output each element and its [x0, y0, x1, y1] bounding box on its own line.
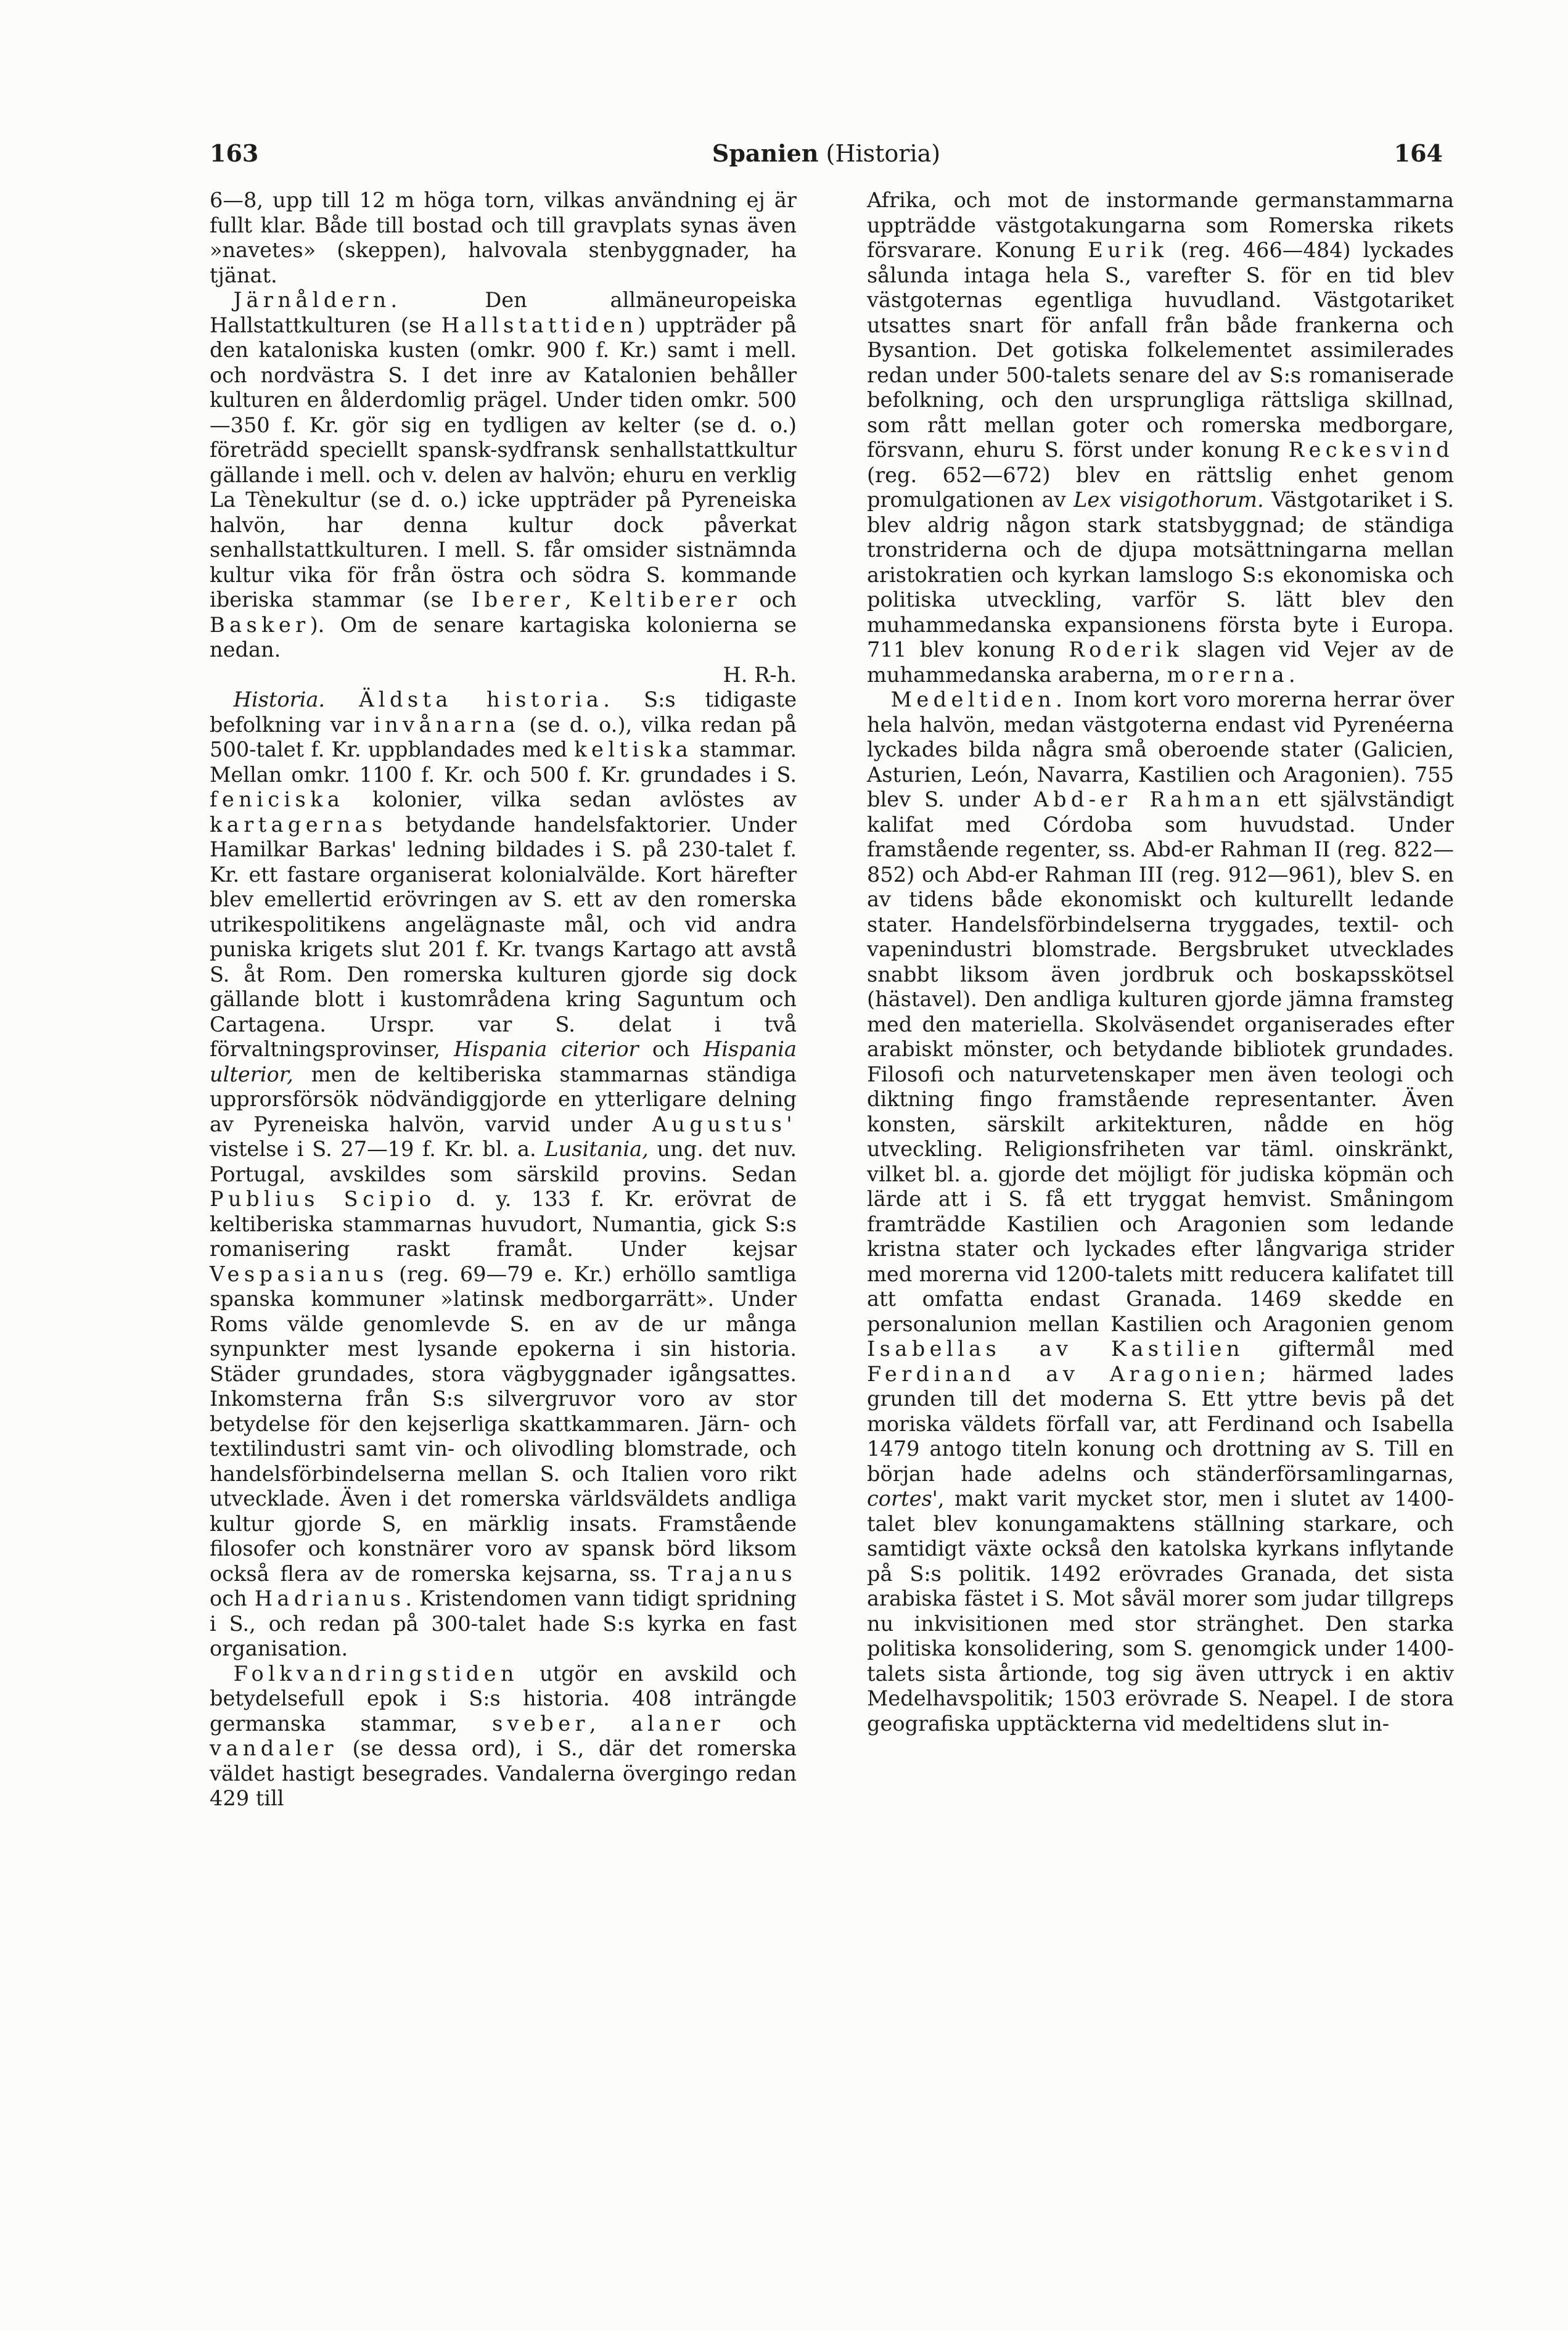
- cross-ref-reckesvind[interactable]: Reckesvind: [1288, 438, 1454, 462]
- cross-ref-sveber[interactable]: sveber: [492, 1711, 589, 1736]
- cross-ref-alaner[interactable]: alaner: [630, 1711, 725, 1736]
- cross-ref-abd-er-rahman[interactable]: Abd-er Rahman: [1033, 787, 1265, 811]
- cross-ref-eurik[interactable]: Eurik: [1088, 238, 1168, 262]
- cross-ref-iberer[interactable]: Iberer: [471, 588, 565, 612]
- page-number-left: 163: [210, 139, 259, 167]
- term-lex-visigothorum: Lex visigothorum.: [1073, 488, 1264, 512]
- cross-ref-vespasianus[interactable]: Vespasianus: [210, 1261, 388, 1286]
- cross-ref-morerna[interactable]: morerna: [1167, 662, 1289, 687]
- paragraph-migration-period: Folkvandringstiden utgör en avskild och betydelsefull epok i S:s historia. 408 inträngde germanska stammar, sveber, alaner och vandaler (se dessa ord), i S., där det romerska väldet hastigt besegrades. Vandalerna övergingo redan 429 till: [210, 1661, 797, 1810]
- running-title: [210, 139, 1443, 167]
- page-number-right: 164: [1394, 139, 1443, 167]
- term-hispania-ulterior: Hispania ulterior,: [210, 1037, 797, 1086]
- right-column: [867, 188, 1454, 1736]
- section-heading-middle-ages: Medeltiden.: [890, 687, 1067, 712]
- cross-ref-hallstattiden[interactable]: Hallstattiden: [441, 313, 638, 337]
- cross-ref-trajanus[interactable]: Trajanus: [668, 1561, 797, 1586]
- cross-ref-augustus[interactable]: Augustus': [652, 1112, 797, 1136]
- cross-ref-feniciska[interactable]: feniciska: [210, 787, 345, 811]
- running-title-keyword: Spanien: [712, 139, 819, 167]
- running-head: [210, 139, 1443, 176]
- section-heading-migration-period: Folkvandringstiden: [233, 1661, 519, 1686]
- paragraph-middle-ages: Medeltiden. Inom kort voro morerna herrar över hela halvön, medan västgoterna endast vid Pyrenéerna lyckades bilda några små oberoende stater (Galicien, Asturien, León, Navarra, Kastilien och Aragonien). 755 blev S. under Abd-er Rahman ett självständigt kalifat med Córdoba som huvudstad. Under framstående regenter, ss. Abd-er Rahman II (reg. 822—852) och Abd-er Rahman III (reg. 912—961), blev S. en av tidens både ekonomiskt och kulturellt ledande stater. Handelsförbindelserna tryggades, textil- och vapenindustri blomstrade. Bergsbruket utvecklades snabbt liksom även jordbruk och boskapsskötsel (hästavel). Den andliga kulturen gjorde jämna framsteg med den materiella. Skolväsendet organiserades efter arabiskt mönster, och betydande bibliotek grundades. Filosofi och naturvetenskaper men även teologi och diktning fingo framstående representanter. Även konsten, särskilt arkitekturen, nådde en hög utveckling. Religionsfriheten var täml. oinskränkt, vilket bl. a. gjorde det möjligt för judiska köpmän och lärde att i S. få ett tryggat hemvist. Småningom framträdde Kastilien och Aragonien som ledande kristna stater och lyckades efter långvariga strider med morerna vid 1200-talets mitt reducera kalifatet till att omfatta endast Granada. 1469 skedde en personalunion mellan Kastilien och Aragonien genom Isabellas av Kastilien giftermål med Ferdinand av Aragonien; härmed lades grunden till det moderna S. Ett yttre bevis på det moriska väldets förfall var, att Ferdinand och Isabella 1479 antogo titeln konung och drottning av S. Till en början hade adelns och ständerförsamlingarnas, cortes', makt varit mycket stor, men i slutet av 1400-talet blev konungamaktens ställning starkare, och samtidigt växte också den katolska kyrkans inflytande på S:s politik. 1492 erövrades Granada, det sista arabiska fästet i S. Mot såväl morer som judar tillgreps nu inkvisitionen med stor stränghet. Den starka politiska konsolidering, som S. genomgick under 1400-talets sista årtionde, tog sig även uttryck i en aktiv Medelhavspolitik; 1503 erövrade S. Neapel. I de stora geografiska upptäckterna vid medeltidens slut in-: [867, 687, 1454, 1736]
- cross-ref-isabella[interactable]: Isabellas av Kastilien: [867, 1337, 1244, 1361]
- section-heading-iron-age: Järnåldern.: [233, 288, 402, 312]
- term-hispania-citerior: Hispania citerior: [454, 1037, 639, 1061]
- paragraph-iron-age: Järnåldern. Den allmäneuropeiska Hallstattkulturen (se Hallstattiden) uppträder på den kataloniska kusten (omkr. 900 f. Kr.) samt i mell. och nordvästra S. I det inre av Katalonien behåller kulturen en ålderdomlig prägel. Under tiden omkr. 500—350 f. Kr. gör sig en tydligen av kelter (se d. o.) företrädd speciellt spansk-sydfransk senhallstattkultur gällande i mell. och v. delen av halvön; ehuru en verklig La Tènekultur (se d. o.) icke uppträder på Pyreneiska halvön, har denna kultur dock påverkat senhallstattkulturen. I mell. S. får omsider sistnämnda kultur vika för från östra och södra S. kommande iberiska stammar (se Iberer, Keltiberer och Basker). Om de senare kartagiska kolonierna se nedan. H. R-h.: [210, 288, 797, 687]
- author-signature: H. R-h.: [723, 662, 797, 687]
- cross-ref-keltiska[interactable]: keltiska: [574, 737, 693, 761]
- paragraph-visigoths: Afrika, och mot de instormande germanstammarna uppträdde västgotakungarna som Romerska rikets försvarare. Konung Eurik (reg. 466—484) lyckades sålunda intaga hela S., varefter S. för en tid blev västgoternas egentliga huvudland. Västgotariket utsattes snart för anfall från både frankerna och Bysantion. Det gotiska folkelementet assimilerades redan under 500-talets senare del av S:s romaniserade befolkning, och den ursprungliga rättsliga skillnad, som rått mellan goter och romerska medborgare, försvann, ehuru S. först under konung Reckesvind (reg. 652—672) blev en rättslig enhet genom promulgationen av Lex visigothorum. Västgotariket i S. blev aldrig någon stark statsbyggnad; de ständiga tronstriderna och de djupa motsättningarna mellan aristokratien och kyrkan lamslogo S:s ekonomiska och politiska utveckling, varför S. lätt blev den muhammedanska expansionens första byte i Europa. 711 blev konung Roderik slagen vid Vejer av de muhammedanska araberna, morerna.: [867, 188, 1455, 687]
- cross-ref-publius-scipio[interactable]: Publius Scipio: [210, 1187, 437, 1211]
- left-column: [210, 188, 797, 1811]
- cross-ref-basker[interactable]: Basker: [210, 612, 310, 637]
- term-cortes: cortes': [867, 1487, 938, 1511]
- cross-ref-keltiberer[interactable]: Keltiberer: [589, 588, 742, 612]
- cross-ref-kartagernas[interactable]: kartagernas: [210, 812, 387, 837]
- cross-ref-hadrianus[interactable]: Hadrianus: [254, 1586, 406, 1610]
- running-title-section: (Historia): [826, 140, 941, 167]
- term-lusitania: Lusitania,: [544, 1137, 649, 1161]
- paragraph-megaliths: 6—8, upp till 12 m höga torn, vilkas användning ej är fullt klar. Både till bostad och till gravplats synas även »navetes» (skeppen), halvovala stenbyggnader, ha tjänat.: [210, 188, 797, 287]
- paragraph-ancient-history: Historia. Äldsta historia. S:s tidigaste befolkning var invånarna (se d. o.), vilka redan på 500-talet f. Kr. uppblandades med keltiska stammar. Mellan omkr. 1100 f. Kr. och 500 f. Kr. grundades i S. feniciska kolonier, vilka sedan avlöstes av kartagernas betydande handelsfaktorier. Under Hamilkar Barkas' ledning bildades i S. på 230-talet f. Kr. ett fastare organiserat kolonialvälde. Kort härefter blev emellertid erövringen av S. ett av den romerska utrikespolitikens angelägnaste mål, och vid andra puniska krigets slut 201 f. Kr. tvangs Kartago att avstå S. åt Rom. Den romerska kulturen gjorde sig dock gällande blott i kustområdena kring Saguntum och Cartagena. Urspr. var S. delat i två förvaltningsprovinser, Hispania citerior och Hispania ulterior, men de keltiberiska stammarnas ständiga upprorsförsök nödvändiggjorde en ytterligare delning av Pyreneiska halvön, varvid under Augustus' vistelse i S. 27—19 f. Kr. bl. a. Lusitania, ung. det nuv. Portugal, avskildes som särskild provins. Sedan Publius Scipio d. y. 133 f. Kr. erövrat de keltiberiska stammarnas huvudort, Numantia, gick S:s romanisering raskt framåt. Under kejsar Vespasianus (reg. 69—79 e. Kr.) erhöllo samtliga spanska kommuner »latinsk medborgarrätt». Under Roms välde genomlevde S. en av de ur många synpunkter mest lysande epokerna i sin historia. Städer grundades, stora vägbyggnader igångsattes. Inkomsterna från S:s silvergruvor voro av stor betydelse för den kejserliga skattkammaren. Järn- och textilindustri samt vin- och olivodling blomstrade, och handelsförbindelserna mellan S. och Italien voro rikt utvecklade. Även i det romerska världsväldets andliga kultur gjorde S, en märklig insats. Framstående filosofer och konstnärer voro av spansk börd liksom också flera av de romerska kejsarna, ss. Trajanus och Hadrianus. Kristendomen vann tidigt spridning i S., och redan på 300-talet hade S:s kyrka en fast organisation.: [210, 687, 797, 1660]
- cross-ref-roderik[interactable]: Roderik: [1069, 638, 1184, 662]
- section-heading-oldest-history: Äldsta historia.: [325, 687, 615, 712]
- cross-ref-vandaler[interactable]: vandaler: [210, 1736, 338, 1760]
- section-heading-historia: Historia.: [233, 687, 326, 712]
- cross-ref-invanarna[interactable]: invånarna: [373, 712, 520, 737]
- cross-ref-ferdinand[interactable]: Ferdinand av Aragonien: [867, 1361, 1260, 1386]
